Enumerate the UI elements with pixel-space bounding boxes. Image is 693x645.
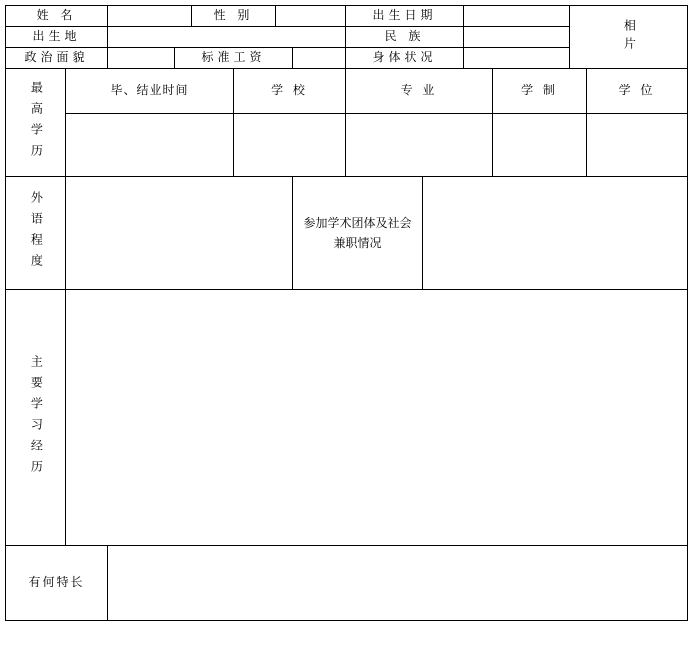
study-history-label-cell [6, 290, 65, 545]
specialty-label: 有何特长 [28, 575, 85, 590]
edu-major-field[interactable] [346, 114, 492, 176]
edu-degree-field[interactable] [587, 114, 687, 176]
specialty-field[interactable] [108, 546, 687, 620]
edu-length-field[interactable] [493, 114, 586, 176]
photo-area[interactable] [570, 6, 687, 68]
birth-date-label: 出生日期 [372, 8, 437, 23]
edu-col-length: 学 制 [521, 83, 558, 98]
health-label: 身体状况 [372, 50, 437, 65]
edu-col-graduation-time: 毕、结业时间 [110, 83, 189, 98]
birth-date-field[interactable] [464, 6, 569, 26]
edu-col-major: 专 业 [400, 83, 438, 98]
study-history-label: 主要学习经历 [29, 354, 44, 481]
academic-positions-field[interactable] [423, 177, 687, 289]
name-field[interactable] [108, 6, 191, 26]
edu-graduation-time-field[interactable] [66, 114, 233, 176]
salary-label: 标准工资 [201, 50, 266, 65]
edu-school-field[interactable] [234, 114, 345, 176]
edu-col-school: 学 校 [271, 83, 308, 98]
foreign-language-label: 外语程度 [29, 191, 44, 275]
photo-label: 相片 [622, 19, 637, 55]
name-label: 姓 名 [36, 8, 77, 23]
highest-education-label: 最高学历 [29, 80, 44, 165]
foreign-language-field[interactable] [66, 177, 292, 289]
highest-education-label-cell [6, 69, 65, 176]
ethnicity-field[interactable] [464, 27, 569, 47]
gender-field[interactable] [276, 6, 345, 26]
salary-field[interactable] [293, 48, 345, 68]
gender-label: 性 别 [213, 8, 254, 23]
political-status-label: 政治面貌 [24, 50, 89, 65]
academic-positions-label: 参加学术团体及社会兼职情况 [303, 216, 412, 250]
edu-col-degree: 学 位 [618, 83, 656, 98]
ethnicity-label: 民 族 [384, 29, 425, 44]
political-status-field[interactable] [108, 48, 174, 68]
foreign-language-label-cell [6, 177, 65, 289]
health-field[interactable] [464, 48, 569, 68]
study-history-field[interactable] [66, 290, 687, 545]
border-right [687, 5, 688, 621]
birthplace-label: 出生地 [32, 29, 81, 44]
language-col-1 [292, 176, 293, 290]
birthplace-field[interactable] [108, 27, 345, 47]
